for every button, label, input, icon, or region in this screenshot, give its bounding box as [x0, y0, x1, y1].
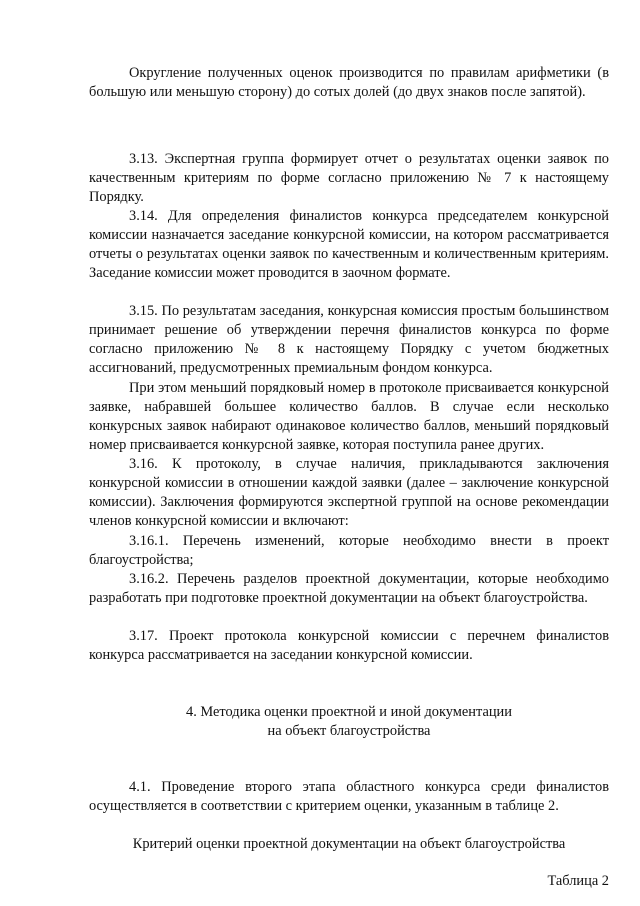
paragraph-3-16-2: 3.16.2. Перечень разделов проектной документации, которые необходимо разработать при подготовке проектной документации на объект благоустройства. [89, 571, 609, 606]
paragraph-3-14: 3.14. Для определения финалистов конкурса председателем конкурсной комиссии назначается заседание конкурсной комиссии, на котором рассматривается отчеты о результатах оценки заявок по качественным и количественным критериям. Заседание комиссии может проводится в заочном формате. [89, 208, 609, 281]
paragraph-4-1: 4.1. Проведение второго этапа областного конкурса среди финалистов осуществляется в соответствии с критерием оценки, указанным в таблице 2. [89, 779, 609, 814]
paragraph-3-13: 3.13. Экспертная группа формирует отчет о результатах оценки заявок по качественным критериям по форме согласно приложению № 7 к настоящему Порядку. [89, 151, 609, 205]
paragraph-3-17: 3.17. Проект протокола конкурсной комиссии с перечнем финалистов конкурса рассматривается на заседании конкурсной комиссии. [89, 628, 609, 663]
paragraph-lower-number: При этом меньший порядковый номер в протоколе присваивается конкурсной заявке, набравшей большее количество баллов. В случае если несколько конкурсных заявок набирают одинаковое количество баллов, меньший порядковый номер присваивается конкурсной заявке, которая поступила ранее других. [89, 380, 609, 453]
section-4-heading-line-1: 4. Методика оценки проектной и иной документации [186, 704, 512, 720]
paragraph-3-16: 3.16. К протоколу, в случае наличия, прикладываются заключения конкурсной комиссии в отношении каждой заявки (далее – заключение конкурсной комиссии). Заключения формируются экспертной группой на основе рекомендации членов конкурсной комиссии и включают: [89, 456, 609, 529]
paragraph-3-16-1: 3.16.1. Перечень изменений, которые необходимо внести в проект благоустройства; [89, 533, 609, 568]
paragraph-rounding: Округление полученных оценок производится по правилам арифметики (в большую или меньшую сторону) до сотых долей (до двух знаков после запятой). [89, 65, 609, 100]
table-label: Таблица 2 [547, 873, 609, 889]
paragraph-3-15: 3.15. По результатам заседания, конкурсная комиссия простым большинством принимает решение об утверждении перечня финалистов конкурса по форме согласно приложению № 8 к настоящему Порядку с учетом бюджетных ассигнований, предусмотренных премиальным фондом конкурса. [89, 303, 609, 376]
section-4-heading-line-2: на объект благоустройства [267, 723, 431, 739]
table-caption: Критерий оценки проектной документации на объект благоустройства [132, 836, 566, 852]
